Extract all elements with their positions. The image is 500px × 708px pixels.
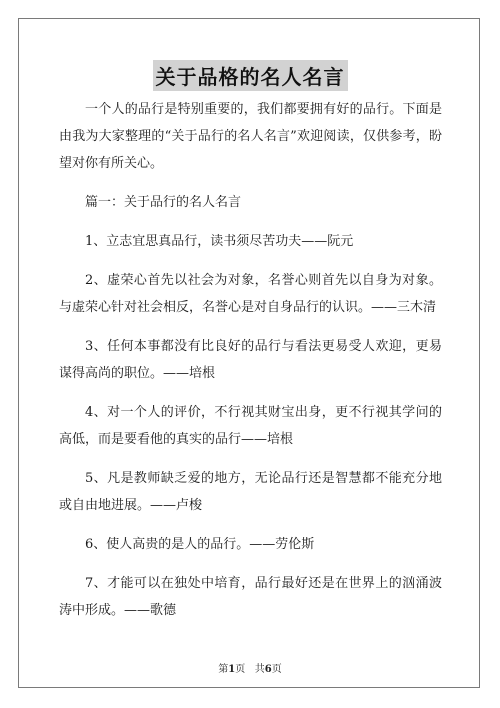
total-pages: 6 <box>264 664 272 675</box>
intro-paragraph: 一个人的品行是特别重要的，我们都要拥有好的品行。下面是由我为大家整理的“关于品行的名人名言”欢迎阅读，仅供参考，盼望对你有所关心。 <box>59 102 442 171</box>
page-number: 1 <box>228 664 236 675</box>
document-title: 关于品格的名人名言 <box>153 60 348 91</box>
page-suffix: 页 <box>235 664 246 675</box>
quote-item: 1、立志宜思真品行，读书须尽苦功夫——阮元 <box>85 234 354 249</box>
page-prefix: 第 <box>218 664 229 675</box>
total-prefix: 共 <box>254 664 265 675</box>
quote-item: 7、才能可以在独处中培育，品行最好还是在世界上的汹涌波涛中形成。——歌德 <box>59 576 442 618</box>
total-suffix: 页 <box>271 664 282 675</box>
quote-item: 6、使人高贵的是人的品行。——劳伦斯 <box>85 537 315 552</box>
quote-item: 5、凡是教师缺乏爱的地方，无论品行还是智慧都不能充分地或自由地进展。——卢梭 <box>59 471 442 513</box>
document-body <box>59 96 442 636</box>
page-footer <box>0 660 500 675</box>
quote-item: 2、虚荣心首先以社会为对象，名誉心则首先以自身为对象。与虚荣心针对社会相反，名誉心是对自身品行的认识。——三木清 <box>59 273 442 315</box>
quote-item: 4、对一个人的评价，不行视其财宝出身，更不行视其学问的高低，而是要看他的真实的品行——培根 <box>59 405 442 447</box>
title-area <box>0 60 500 91</box>
quote-item: 3、任何本事都没有比良好的品行与看法更易受人欢迎，更易谋得高尚的职位。——培根 <box>59 339 442 381</box>
section-heading: 篇一：关于品行的名人名言 <box>85 195 242 210</box>
